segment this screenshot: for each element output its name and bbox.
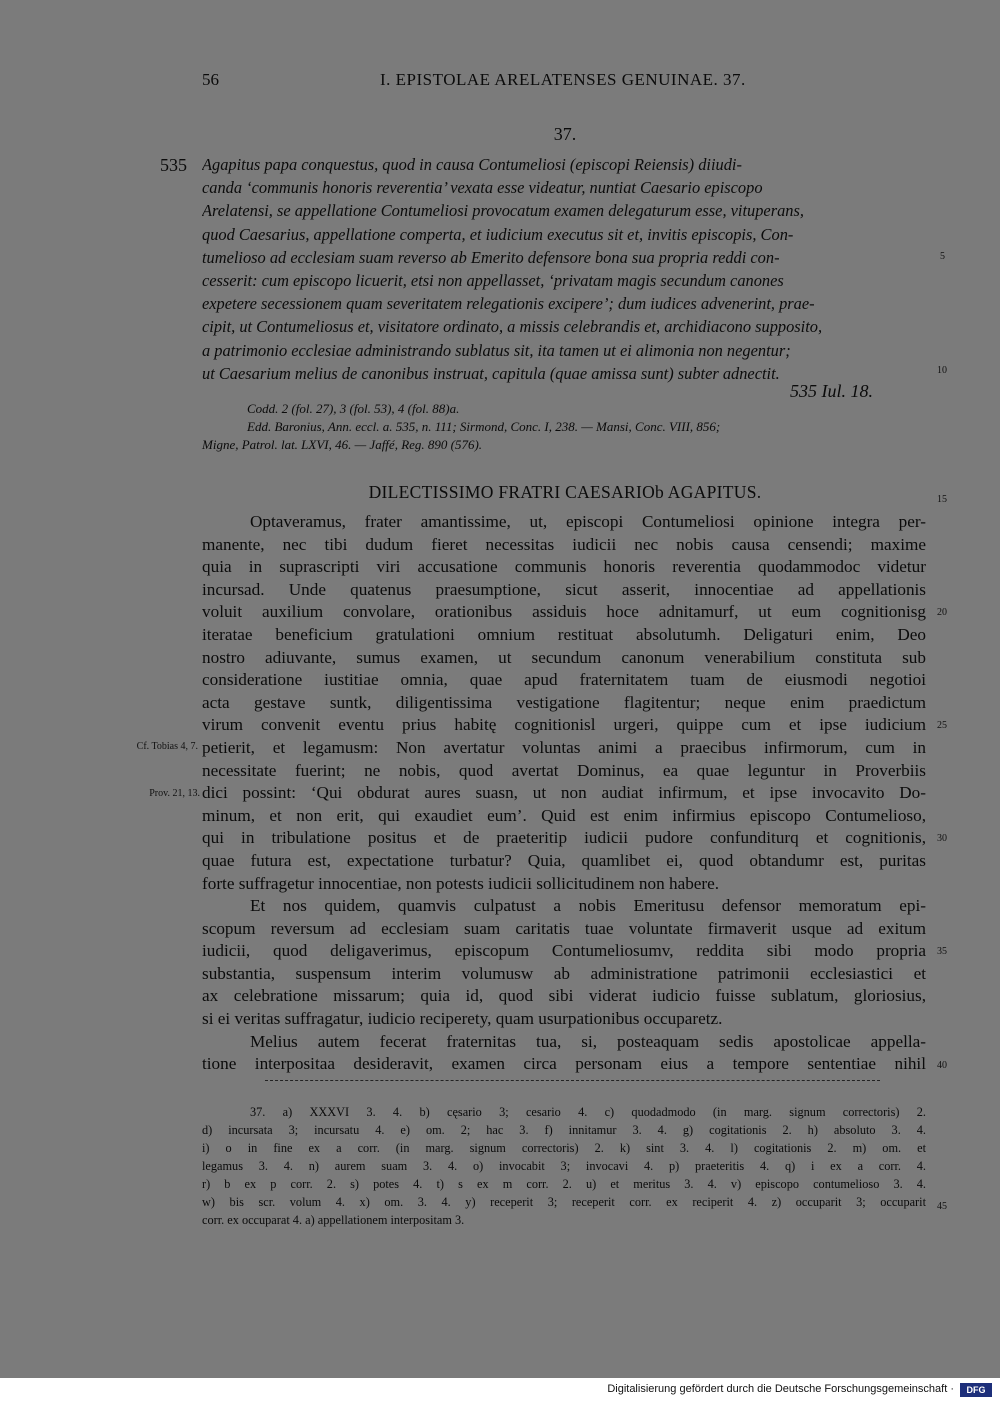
line-number: 20: [937, 607, 947, 618]
apparatus-line: d) incursata 3; incursatu 4. e) om. 2; hac 3. f) innitamur 3. 4. g) cogitationis 2. h) absoluto 3. 4.: [202, 1123, 926, 1137]
apparatus-line: corr. ex occuparat 4. a) appellationem interpositam 3.: [202, 1213, 465, 1227]
body-line: consideratione iustitiae omnia, quae apud fraternitatem tuam de eiusmodi negotioi: [202, 670, 926, 690]
dfg-logo-icon: DFG: [960, 1383, 992, 1397]
apparatus-line: i) o in fine ex a corr. (in marg. signum correctoris) 2. k) sint 3. 4. l) cogitationis 2. m) om. et: [202, 1141, 926, 1155]
line-number: 30: [937, 833, 947, 844]
body-line: petierit, et legamusm: Non avertatur voluntas animi a praecibus infirmorum, cum in: [202, 737, 926, 757]
apparatus-line: r) b ex p corr. 2. s) potes 4. t) s ex m corr. 2. u) et meritus 3. 4. v) episcopo contumelioso 3. 4.: [202, 1177, 926, 1191]
line-number: 5: [940, 251, 945, 262]
body-line: necessitate fuerint; ne nobis, quod avertat Dominus, ea quae leguntur in Proverbiis: [202, 760, 926, 780]
line-number: 45: [937, 1201, 947, 1212]
regest-line: expetere secessionem quam severitatem relegationis excipere’; dum iudices advenerint, prae-: [202, 294, 815, 314]
body-line: minum, et non erit, qui exaudiet eum’. Quid est enim infirmius episcopo Contumelioso,: [202, 805, 926, 825]
body-line: ax celebratione missarum; quia id, quod sibi viderat iudicio fuisse sublatum, gloriosius,: [202, 986, 926, 1006]
body-line: qui in tribulatione positus et de praeteritip iudicii pudore confunditurq et cognitionis,: [202, 828, 926, 848]
salutation-heading: DILECTISSIMO FRATRI CAESARIOb AGAPITUS.: [368, 482, 762, 502]
body-line: quae futura est, expectatione turbatur? Quia, quamlibet ei, quod obtandumr est, puritas: [202, 850, 926, 870]
margin-year: 535: [160, 155, 187, 175]
document-number: 37.: [553, 124, 577, 144]
body-line: nostro adiuvante, sumus examen, ut secundum canonum venerabilium constituta sub: [202, 647, 926, 667]
regest-line: tumelioso ad ecclesiam suam reverso ab Emerito defensore bona sua propria reddi con-: [202, 247, 780, 267]
body-line: Optaveramus, frater amantissime, ut, episcopi Contumeliosi opinione integra per-: [250, 512, 926, 531]
apparatus-line: w) bis scr. volum 4. x) om. 3. 4. y) receperit 3; receperit corr. ex reciperit 4. z) occuparit 3; occuparit: [202, 1195, 926, 1209]
body-line: manente, nec tibi dudum fieret necessitas iudicii nec nobis causa censendi; maxime: [202, 534, 926, 554]
body-line: quia in suprascripti viri accusatione communis honoris reverentia quodammodoc videtur: [202, 557, 926, 577]
page-number: 56: [202, 70, 219, 89]
regest-line: a patrimonio ecclesiae administrando sublatus sit, ita tamen ut ei alimonia non negentur;: [202, 340, 791, 360]
source-line: Codd. 2 (fol. 27), 3 (fol. 53), 4 (fol. 88)a.: [247, 401, 460, 416]
body-line: iudicii, quod deligaverimus, episcopum Contumeliosumv, reddita sibi modo propria: [202, 941, 926, 961]
regest-line: canda ‘communis honoris reverentia’ vexata esse videatur, nuntiat Caesario episcopo: [202, 178, 763, 198]
regest-line: ut Caesarium melius de canonibus instruat, capitula (quae amissa sunt) subter adnectit.: [202, 363, 780, 383]
running-title: I. EPISTOLAE ARELATENSES GENUINAE. 37.: [380, 70, 746, 89]
body-line: incursad. Unde quatenus praesumptione, sicut asserit, innocentiae ad appellationis: [202, 579, 926, 599]
line-number: 25: [937, 720, 947, 731]
body-line: Melius autem fecerat fraternitas tua, si, posteaquam sedis apostolicae appella-: [250, 1031, 926, 1051]
body-line: virum convenit eventu prius habitę cognitionisl urgeri, quippe cum et ipse iudicium: [202, 715, 926, 735]
letter-body: [202, 511, 926, 1076]
critical-apparatus: [202, 1103, 926, 1229]
margin-reference-tobias: Cf. Tobias 4, 7.: [136, 741, 198, 752]
regest-line: cesserit: cum episcopo licuerit, etsi non appellasset, ‘privatam magis secundum canones: [202, 271, 784, 291]
regest-line: Arelatensi, se appellatione Contumeliosi provocatum examen delegaturum esse, vituperans,: [202, 201, 804, 221]
line-number: 10: [937, 365, 947, 376]
funding-credit: Digitalisierung gefördert durch die Deutsche Forschungsgemeinschaft ·: [607, 1383, 954, 1395]
body-line: iteratae beneficium gratulationi omnium restituat absolutumh. Deligaturi enim, Deo: [202, 624, 926, 644]
body-line: substantia, suspensum interim volumusw ab administratione patrimonii ecclesiastici et: [202, 963, 926, 983]
body-line: tione interpositaa desideravit, examen circa personam eius a tempore sententiae nihil: [202, 1054, 926, 1074]
regest-line: Agapitus papa conquestus, quod in causa Contumeliosi (episcopi Reiensis) diiudi-: [202, 155, 742, 174]
body-line: si ei veritas suffragatur, iudicio reciperety, quam usurpationibus occuparetz.: [202, 1009, 723, 1029]
body-line: acta gestave suntk, diligentissima vestigatione flagitentur; neque enim praedictum: [202, 692, 926, 712]
body-line: voluit auxilium convolare, orationibus assiduis hoce adnitamurf, ut eum cognitionisg: [202, 602, 926, 622]
body-line: scopum reversum ad ecclesiam suam caritatis tuae voluntate firmaverit usque ad exitum: [202, 918, 926, 938]
regest-line: cipit, ut Contumeliosus et, visitatore ordinato, a missis celebrandis et, archidiacono supposito,: [202, 317, 823, 337]
date-line: 535 Iul. 18.: [790, 381, 873, 401]
source-line: Edd. Baronius, Ann. eccl. a. 535, n. 111; Sirmond, Conc. I, 238. — Mansi, Conc. VIII, 856;: [247, 419, 721, 434]
line-number: 40: [937, 1060, 947, 1071]
body-line: forte suffragetur innocentiae, non potests iudicii sollicitudinem non habere.: [202, 873, 720, 893]
regest-line: quod Caesarius, appellatione comperta, et iudicium executus sit et, invitis episcopis, Con-: [202, 224, 794, 244]
margin-reference-proverbs: Prov. 21, 13.: [149, 788, 200, 799]
source-line: Migne, Patrol. lat. LXVI, 46. — Jaffé, Reg. 890 (576).: [202, 437, 483, 452]
body-line: Et nos quidem, quamvis culpatust a nobis Emeritusu defensor memoratum epi-: [250, 896, 926, 916]
page-header: [0, 70, 1000, 96]
footer-bar: [0, 1378, 1000, 1403]
line-number: 15: [937, 494, 947, 505]
regest-summary: [202, 153, 926, 385]
sources-block: [202, 400, 926, 454]
body-line: dici possint: ‘Qui obdurat aures suasn, ut non audiat infirmum, et ipse invocavito Do-: [202, 783, 926, 803]
apparatus-line: legamus 3. 4. n) aurem suam 3. 4. o) invocabit 3; invocavi 4. p) praeteritis 4. q) i ex a corr. 4.: [202, 1159, 926, 1173]
apparatus-line: 37. a) XXXVI 3. 4. b) cęsario 3; cesario 4. c) quodadmodo (in marg. signum correctoris) 2.: [250, 1105, 926, 1119]
footnote-divider: [265, 1080, 880, 1081]
line-number: 35: [937, 946, 947, 957]
